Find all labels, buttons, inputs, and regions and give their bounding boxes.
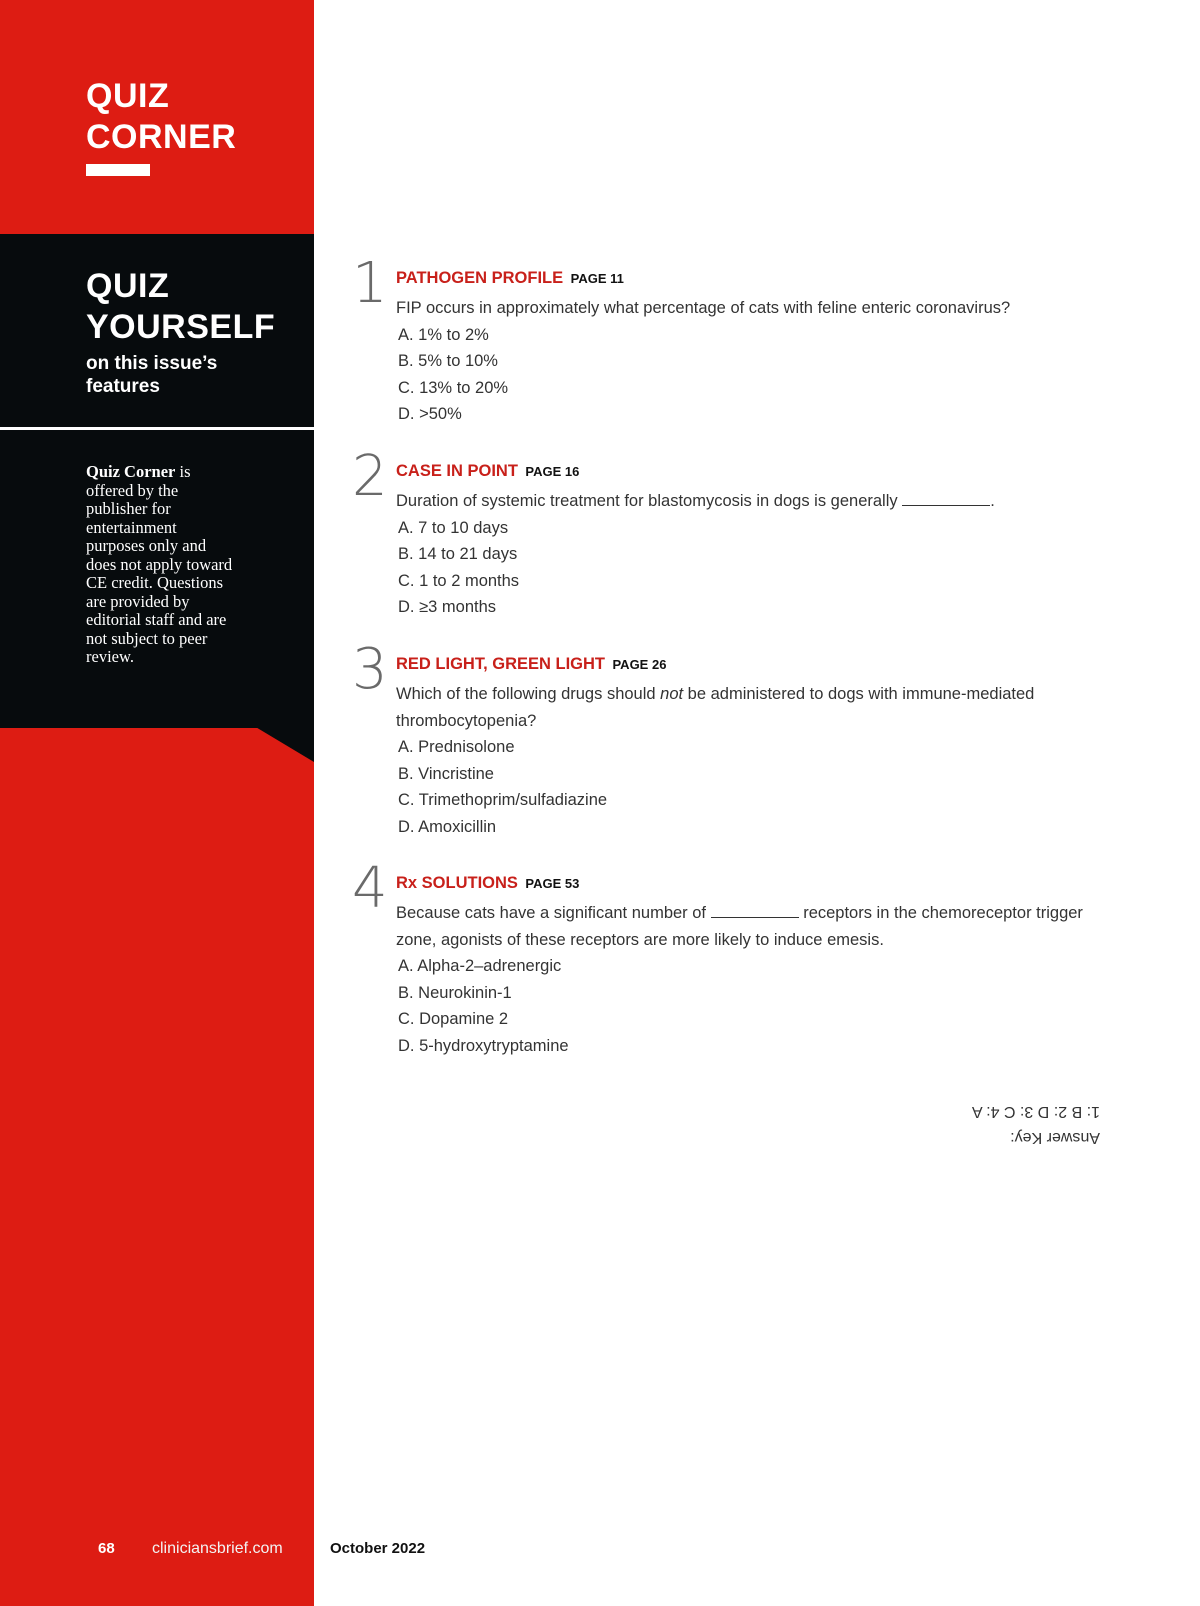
question-heading: [396, 461, 1092, 482]
answer-option: B. 5% to 10%: [398, 352, 498, 370]
quiz-yourself-title: QUIZ YOURSELF: [86, 267, 276, 346]
answer-key-upside-down: [940, 1098, 1100, 1150]
answer-option: A. 7 to 10 days: [398, 518, 509, 537]
question-number: 4: [352, 856, 388, 921]
section-title: RED LIGHT, GREEN LIGHT: [396, 655, 606, 673]
answer-option: B. Neurokinin-1: [398, 983, 512, 1002]
answer-key-label: Answer Key:: [1010, 1129, 1100, 1146]
section-title: PATHOGEN PROFILE: [396, 269, 564, 287]
answer-option: A. Alpha-2–adrenergic: [398, 957, 562, 975]
quiz-yourself-subtitle: on this issue’s features: [86, 353, 218, 397]
page-reference: PAGE 53: [525, 876, 580, 891]
title-rule: [86, 164, 150, 176]
fill-in-blank: [711, 903, 799, 918]
page-number: 68: [98, 1540, 115, 1557]
answer-option: D. Amoxicillin: [398, 817, 497, 836]
question-number: 1: [352, 251, 388, 316]
question-3: [352, 637, 1092, 840]
fill-in-blank: [902, 491, 990, 506]
answer-option: B. Vincristine: [398, 764, 494, 783]
issue-date: October 2022: [330, 1540, 426, 1557]
answer-option: A. Prednisolone: [398, 738, 515, 756]
section-title: CASE IN POINT: [396, 462, 518, 480]
answer-option: C. 1 to 2 months: [398, 571, 520, 590]
question-heading: [396, 873, 1092, 894]
question-text: Which of the following drugs should not be administered to dogs with immune-mediated thrombocytopenia?: [396, 685, 1035, 730]
answer-option: B. 14 to 21 days: [398, 545, 518, 563]
sidebar: [0, 0, 314, 1606]
answer-option: A. 1% to 2%: [398, 325, 489, 344]
question-text: Because cats have a significant number of receptors in the chemoreceptor trigger zone, agonists of these receptors are more likely to induce emesis.: [396, 904, 1083, 949]
question-number: 2: [352, 444, 388, 509]
site-link[interactable]: cliniciansbrief.com: [152, 1540, 283, 1557]
answer-option: D. 5-hydroxytryptamine: [398, 1036, 569, 1055]
question-text: FIP occurs in approximately what percentage of cats with feline enteric coronavirus?: [396, 299, 1011, 317]
disclaimer-bold: Quiz Corner: [86, 462, 176, 481]
question-text: Duration of systemic treatment for blastomycosis in dogs is generally .: [396, 492, 995, 510]
answer-option: C. 13% to 20%: [398, 378, 509, 397]
answer-option: D. ≥3 months: [398, 598, 497, 616]
panel-corner-cut: [254, 726, 314, 762]
question-1: [352, 251, 1092, 428]
section-title: Rx SOLUTIONS: [396, 874, 518, 892]
question-heading: [396, 654, 1092, 675]
question-2: [352, 444, 1092, 621]
disclaimer-text: is offered by the publisher for entertainment purposes only and does not apply toward CE credit. Questions are provided by editorial staff and are not subject to peer review.: [86, 462, 233, 666]
question-4: [352, 856, 1092, 1059]
answer-key-answers: 1: B 2: D 3: C 4: A: [971, 1103, 1100, 1120]
disclaimer: [86, 463, 236, 667]
question-heading: [396, 268, 1092, 289]
answer-option: C. Trimethoprim/sulfadiazine: [398, 791, 608, 809]
question-number: 3: [352, 637, 388, 702]
panel-divider: [0, 427, 314, 430]
page-reference: PAGE 26: [612, 657, 667, 672]
answer-option: D. >50%: [398, 405, 462, 423]
page-reference: PAGE 16: [525, 464, 580, 479]
answer-option: C. Dopamine 2: [398, 1010, 509, 1028]
quiz-corner-title: QUIZ CORNER: [86, 77, 237, 156]
page-reference: PAGE 11: [570, 271, 624, 286]
